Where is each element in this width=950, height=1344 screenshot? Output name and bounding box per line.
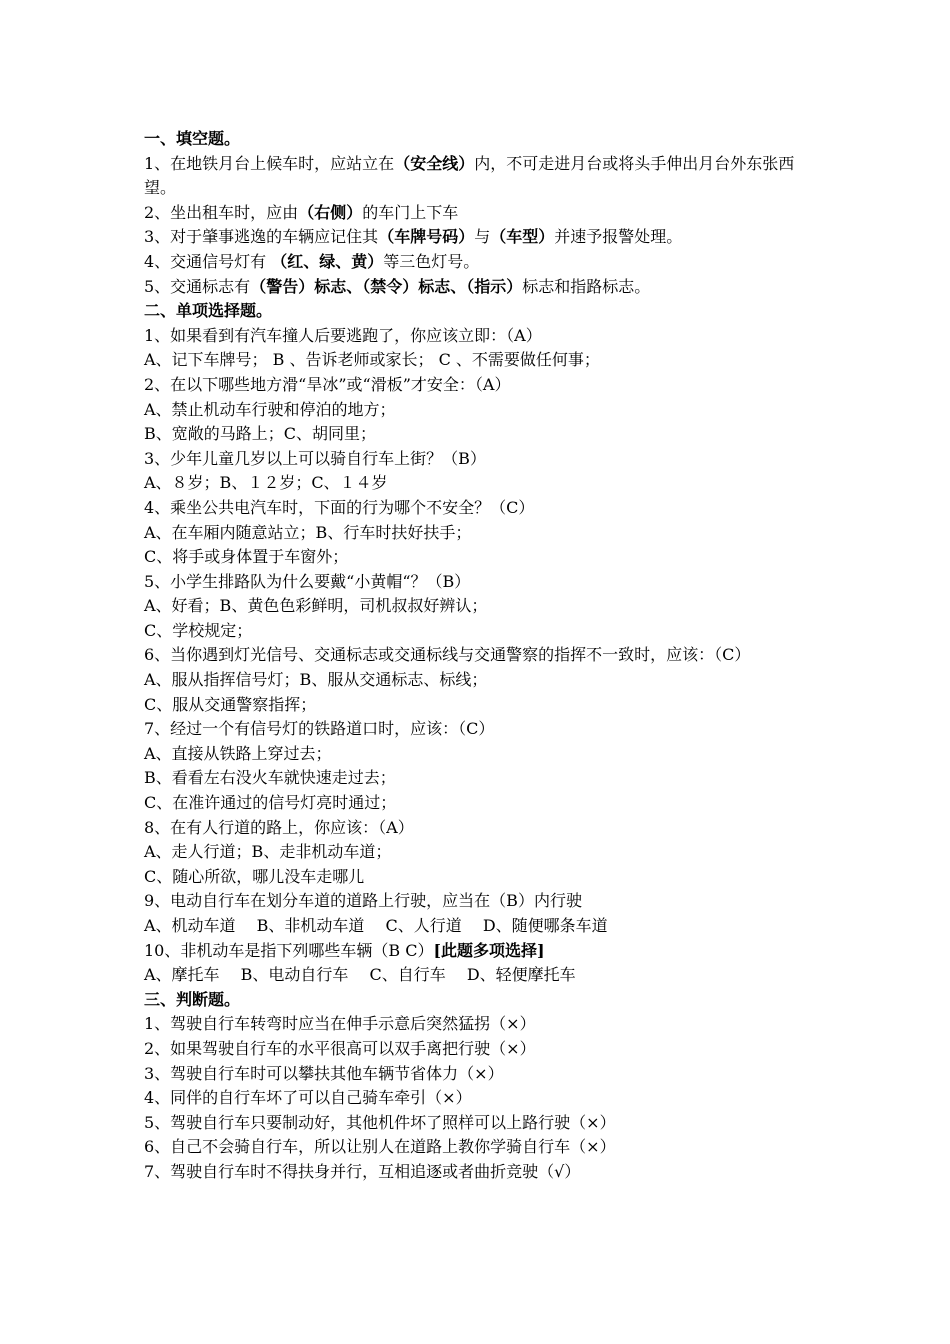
q-text: 等三色灯号。 bbox=[383, 251, 480, 271]
choice-line-8: 4、乘坐公共电汽车时，下面的行为哪个不安全？（C） bbox=[144, 497, 535, 517]
q-text: 2、坐出租车时，应由 bbox=[144, 202, 299, 222]
judge-line-1: 1、驾驶自行车转弯时应当在伸手示意后突然猛拐（×） bbox=[144, 1014, 536, 1034]
fill-question-1 bbox=[144, 152, 824, 201]
q-text: 5、交通标志有 bbox=[144, 276, 251, 296]
choice-line-24: 9、电动自行车在划分车道的道路上行驶，应当在（B）内行驶 bbox=[144, 891, 582, 911]
section-heading-single-choice: 二、单项选择题。 bbox=[144, 301, 273, 321]
choice-question-10-options: A、摩托车 B、电动自行车 C、自行车 D、轻便摩托车 bbox=[144, 965, 576, 985]
q-text: 标志和指路标志。 bbox=[522, 276, 651, 296]
single-choice-list bbox=[144, 324, 824, 939]
choice-line-11: 5、小学生排路队为什么要戴“小黄帽“？（B） bbox=[144, 571, 471, 591]
choice-line-23: C、随心所欲，哪儿没车走哪儿 bbox=[144, 866, 365, 886]
choice-line-19: B、看看左右没火车就快速走过去； bbox=[144, 768, 396, 788]
answer: （右侧） bbox=[298, 202, 363, 222]
fill-question-3 bbox=[144, 225, 824, 250]
choice-line-10: C、将手或身体置于车窗外； bbox=[144, 547, 349, 567]
q-text: 的车门上下车 bbox=[362, 202, 459, 222]
choice-line-14: 6、当你遇到灯光信号、交通标志或交通标线与交通警察的指挥不一致时，应该：（C） bbox=[144, 645, 751, 665]
choice-line-18: A、直接从铁路上穿过去； bbox=[144, 743, 332, 763]
fill-question-2 bbox=[144, 201, 824, 226]
judge-line-2: 2、如果驾驶自行车的水平很高可以双手离把行驶（×） bbox=[144, 1038, 536, 1058]
choice-line-17: 7、经过一个有信号灯的铁路道口时，应该：（C） bbox=[144, 719, 495, 739]
choice-line-13: C、学校规定； bbox=[144, 620, 253, 640]
choice-line-21: 8、在有人行道的路上，你应该：（A） bbox=[144, 817, 414, 837]
choice-line-20: C、在准许通过的信号灯亮时通过； bbox=[144, 793, 397, 813]
answer: （车牌号码） bbox=[378, 227, 475, 247]
choice-line-25: A、机动车道 B、非机动车道 C、人行道 D、随便哪条车道 bbox=[144, 916, 608, 935]
choice-question-10 bbox=[144, 939, 824, 964]
choice-line-22: A、走人行道；B、走非机动车道； bbox=[144, 842, 392, 862]
fill-question-4 bbox=[144, 250, 824, 275]
choice-line-12: A、好看；B、黄色色彩鲜明，司机叔叔好辨认； bbox=[144, 596, 488, 616]
choice-line-5: B、宽敞的马路上；C、胡同里； bbox=[144, 424, 377, 444]
choice-line-15: A、服从指挥信号灯；B、服从交通标志、标线； bbox=[144, 670, 488, 690]
fill-question-5 bbox=[144, 275, 824, 300]
answer: （红、绿、黄） bbox=[271, 251, 384, 271]
q-text: 内，不可走进月台或将头手伸出月台外东张西望。 bbox=[144, 153, 795, 198]
section-heading-true-false: 三、判断题。 bbox=[144, 989, 241, 1009]
judge-line-5: 5、驾驶自行车只要制动好，其他机件坏了照样可以上路行驶（×） bbox=[144, 1112, 616, 1132]
q-text: 4、交通信号灯有 bbox=[144, 251, 272, 271]
choice-line-9: A、在车厢内随意站立；B、行车时扶好扶手； bbox=[144, 522, 472, 542]
choice-line-3: 2、在以下哪些地方滑“旱冰”或“滑板”才安全：（A） bbox=[144, 374, 511, 394]
judge-line-7: 7、驾驶自行车时不得扶身并行，互相追逐或者曲折竞驶（√） bbox=[144, 1161, 581, 1181]
judge-line-6: 6、自己不会骑自行车，所以让别人在道路上教你学骑自行车（×） bbox=[144, 1137, 616, 1157]
answer: （警告）标志、（禁令）标志、（指示） bbox=[250, 276, 523, 296]
document-page bbox=[144, 127, 824, 1185]
true-false-list bbox=[144, 1012, 824, 1184]
multi-select-note: [此题多项选择] bbox=[433, 940, 545, 960]
choice-line-1: 1、如果看到有汽车撞人后要逃跑了，你应该立即：（A） bbox=[144, 325, 542, 345]
choice-line-16: C、服从交通警察指挥； bbox=[144, 694, 317, 714]
choice-line-2: A、记下车牌号； B 、告诉老师或家长； C 、不需要做任何事； bbox=[144, 350, 600, 370]
answer: （安全线） bbox=[394, 153, 475, 173]
q-text: 与 bbox=[474, 227, 491, 247]
judge-line-4: 4、同伴的自行车坏了可以自己骑车牵引（×） bbox=[144, 1088, 472, 1108]
q-text: 1、在地铁月台上候车时，应站立在 bbox=[144, 153, 395, 173]
q-text: 3、对于肇事逃逸的车辆应记住其 bbox=[144, 227, 379, 247]
judge-line-3: 3、驾驶自行车时可以攀扶其他车辆节省体力（×） bbox=[144, 1063, 504, 1083]
answer: （车型） bbox=[490, 227, 555, 247]
section-heading-fill-in: 一、填空题。 bbox=[144, 129, 241, 148]
q-text: 10、非机动车是指下列哪些车辆（B C） bbox=[144, 940, 434, 960]
choice-line-7: A、８岁；B、１２岁；C、１４岁 bbox=[144, 473, 388, 493]
choice-line-6: 3、少年儿童几岁以上可以骑自行车上街？（B） bbox=[144, 448, 486, 468]
choice-line-4: A、禁止机动车行驶和停泊的地方； bbox=[144, 399, 396, 419]
q-text: 并速予报警处理。 bbox=[554, 227, 683, 247]
